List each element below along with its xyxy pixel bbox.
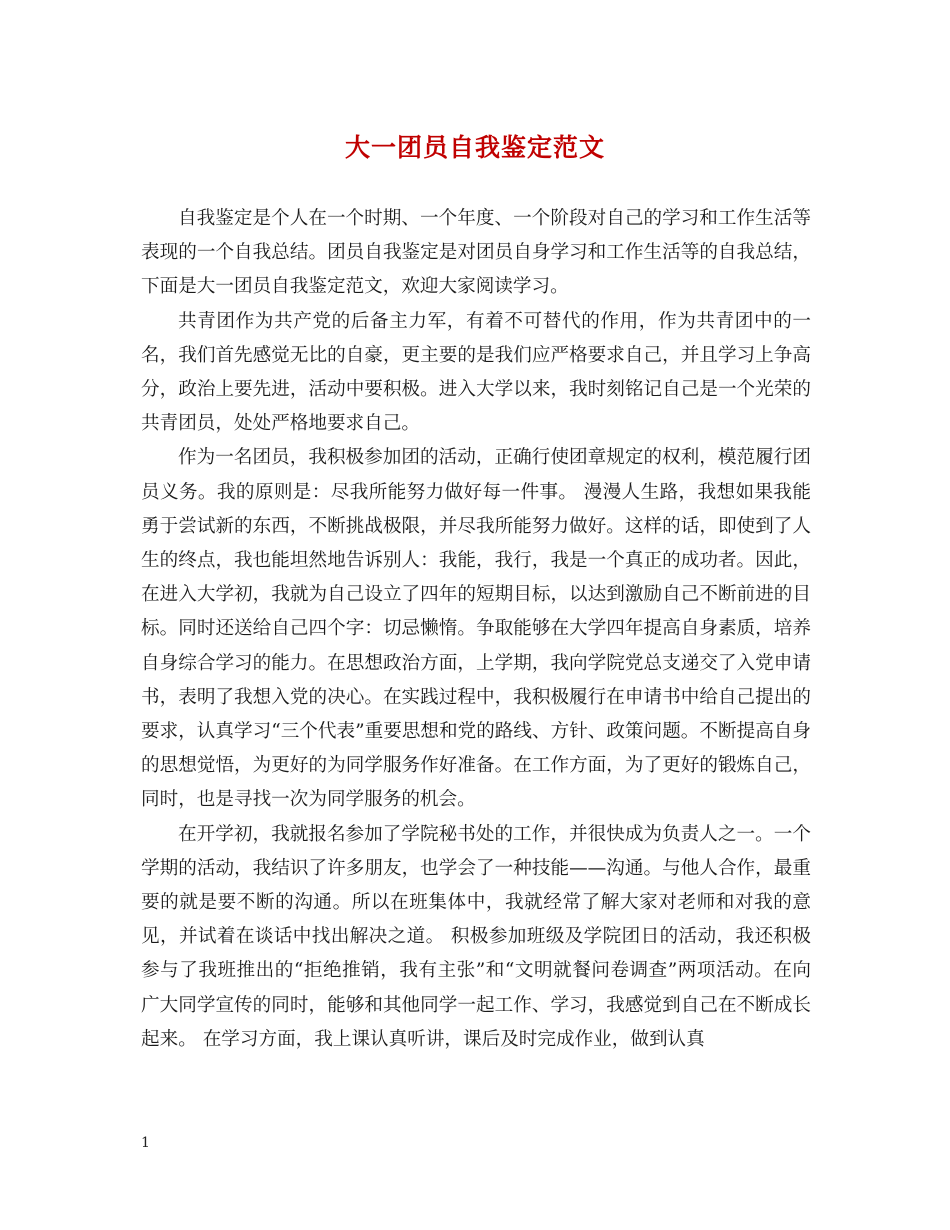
- paragraph-3: 作为一名团员，我积极参加团的活动，正确行使团章规定的权利，模范履行团员义务。我的原则是：尽我所能努力做好每一件事。 漫漫人生路，我想如果我能勇于尝试新的东西，不断挑战极限，并尽我所能努力做好。这样的话，即使到了人生的终点，我也能坦然地告诉别人：我能，我行，我是一个真正的成功者。因此，在进入大学初，我就为自己设立了四年的短期目标，以达到激励自己不断前进的目标。同时还送给自己四个字：切忌懒惰。争取能够在大学四年提高自身素质，培养自身综合学习的能力。在思想政治方面，上学期，我向学院党总支递交了入党申请书，表明了我想入党的决心。在实践过程中，我积极履行在申请书中给自己提出的要求，认真学习“三个代表”重要思想和党的路线、方针、政策问题。不断提高自身的思想觉悟，为更好的为同学服务作好准备。在工作方面，为了更好的锻炼自己，同时，也是寻找一次为同学服务的机会。: [141, 447, 811, 811]
- document-body: [141, 202, 811, 1057]
- paragraph-4: 在开学初，我就报名参加了学院秘书处的工作，并很快成为负责人之一。一个学期的活动，我结识了许多朋友，也学会了一种技能——沟通。与他人合作，最重要的就是要不断的沟通。所以在班集体中，我就经常了解大家对老师和对我的意见，并试着在谈话中找出解决之道。 积极参加班级及学院团日的活动，我还积极参与了我班推出的“拒绝推销，我有主张”和“文明就餐问卷调查”两项活动。在向广大同学宣传的同时，能够和其他同学一起工作、学习，我感觉到自己在不断成长起来。 在学习方面，我上课认真听讲，课后及时完成作业，做到认真: [141, 823, 811, 1050]
- paragraph-2: 共青团作为共产党的后备主力军，有着不可替代的作用，作为共青团中的一名，我们首先感觉无比的自豪，更主要的是我们应严格要求自己，并且学习上争高分，政治上要先进，活动中要积极。进入大学以来，我时刻铭记自己是一个光荣的共青团员，处处严格地要求自己。: [141, 310, 811, 435]
- page-number: 1: [141, 1135, 150, 1151]
- document-title: 大一团员自我鉴定范文: [344, 133, 605, 162]
- paragraph-1: 自我鉴定是个人在一个时期、一个年度、一个阶段对自己的学习和工作生活等表现的一个自我总结。团员自我鉴定是对团员自身学习和工作生活等的自我总结，下面是大一团员自我鉴定范文，欢迎大家阅读学习。: [141, 208, 811, 298]
